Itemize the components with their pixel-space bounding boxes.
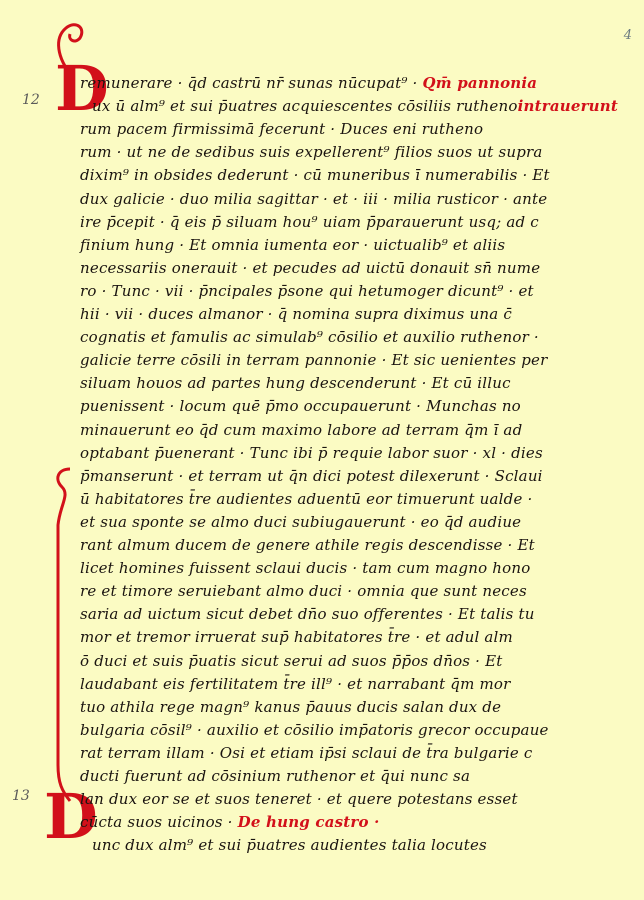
line-text: re et timore seruiebant almo duci · omnia que sunt neces: [80, 582, 527, 601]
margin-chapter-number: 13: [12, 788, 30, 804]
line-text: tuo athila rege magn⁹ kanus p̄auus ducis salan dux de: [80, 697, 502, 716]
manuscript-line: [80, 696, 501, 718]
line-text: siluam houos ad partes hung descenderunt · Et cū illuc: [80, 374, 511, 393]
manuscript-line: [80, 395, 521, 417]
manuscript-line: [80, 326, 539, 348]
manuscript-line: [80, 465, 543, 487]
line-text: minauerunt eo q̄d cum maximo labore ad terram q̄m ī ad: [80, 420, 523, 439]
manuscript-line: [80, 419, 522, 441]
line-text: optabant p̄uenerant · Tunc ibi p̄ requie labor suor · xl · dies: [80, 443, 543, 462]
line-text: licet homines fuissent sclaui ducis · tam cum magno hono: [80, 559, 531, 578]
decorated-initial: D: [44, 780, 98, 853]
decorated-initial: D: [55, 52, 109, 125]
manuscript-line: [80, 534, 535, 556]
line-text: rum pacem firmissimā fecerunt · Duces eni rutheno: [80, 120, 484, 139]
manuscript-line: [92, 834, 487, 856]
line-text: ro · Tunc · vii · p̄ncipales p̄sone qui hetumoger dicunt⁹ · et: [80, 281, 534, 300]
manuscript-line: [80, 673, 511, 695]
manuscript-line: [80, 234, 505, 256]
manuscript-line: [80, 765, 470, 787]
rubric-heading: De hung castro ·: [237, 813, 380, 832]
line-text: ux ū alm⁹ et sui p̄uatres acquiescentes cōsiliis rutheno: [92, 97, 518, 116]
manuscript-line: [80, 719, 549, 741]
line-text: necessariis onerauit · et pecudes ad uictū donauit sn̄ nume: [80, 258, 541, 277]
line-text: finium hung · Et omnia iumenta eor · uictualib⁹ et aliis: [80, 235, 506, 254]
line-text: dixim⁹ in obsides dederunt · cū muneribus ī numerabilis · Et: [80, 166, 550, 185]
folio-number: 4: [623, 28, 632, 43]
line-text: p̄manserunt · et terram ut q̄n dici potest dilexerunt · Sclaui: [80, 466, 543, 485]
manuscript-line: [80, 257, 540, 279]
line-text: ō duci et suis p̄uatis sicut serui ad suos p̄p̄os dn̄os · Et: [80, 651, 503, 670]
line-text: rant almum ducem de genere athile regis descendisse · Et: [80, 536, 535, 554]
manuscript-line: [80, 650, 502, 672]
line-text: hii · vii · duces almanor · q̄ nomina supra diximus una c̄: [80, 305, 512, 323]
margin-chapter-number: 12: [22, 92, 40, 108]
line-text: saria ad uictum sicut debet dn̄o suo offerentes · Et talis tu: [80, 605, 535, 624]
manuscript-line: [80, 280, 534, 302]
manuscript-line: [80, 303, 512, 325]
line-text: cognatis et famulis ac simulab⁹ cōsilio et auxilio ruthenor ·: [80, 328, 539, 347]
manuscript-line: [80, 488, 532, 510]
manuscript-line: [80, 349, 547, 371]
line-text: rat terram illam · Osi et etiam ip̄si sclaui de t̄ra bulgarie c: [80, 743, 533, 762]
line-text: dux galicie · duo milia sagittar · et · iii · milia rusticor · ante: [80, 189, 548, 208]
manuscript-line: [80, 603, 535, 625]
manuscript-line: [80, 811, 380, 833]
manuscript-line: [80, 442, 543, 464]
rubric-heading: intrauerunt: [517, 97, 619, 116]
manuscript-line: [80, 626, 513, 648]
line-text: unc dux alm⁹ et sui p̄uatres audientes talia locutes: [92, 836, 487, 855]
line-text: bulgaria cōsil⁹ · auxilio et cōsilio imp̄atoris grecor occupaue: [80, 720, 549, 739]
line-text: laudabant eis fertilitatem t̄re ill⁹ · et narrabant q̄m mor: [80, 674, 511, 693]
line-text: rum · ut ne de sedibus suis expellerent⁹ filios suos ut supra: [80, 143, 543, 162]
manuscript-line: [92, 95, 618, 117]
manuscript-line: [80, 188, 547, 210]
manuscript-line: [80, 580, 527, 602]
line-text: ire p̄cepit · q̄ eis p̄ siluam hou⁹ uiam p̄parauerunt usq; ad c: [80, 212, 539, 231]
manuscript-line: [80, 118, 483, 140]
line-text: remunerare · q̄d castrū nr̄ sunas nūcupat⁹ ·: [80, 74, 423, 92]
line-text: et sua sponte se almo duci subiugauerunt · eo q̄d audiue: [80, 512, 522, 531]
manuscript-line: [80, 164, 550, 186]
manuscript-line: [80, 211, 539, 233]
line-text: lan dux eor se et suos teneret · et quere potestans esset: [80, 790, 518, 809]
manuscript-line: [80, 788, 518, 810]
line-text: cūcta suos uicinos ·: [80, 813, 238, 832]
manuscript-line: [80, 372, 511, 394]
line-text: ū habitatores t̄re audientes aduentū eor timuerunt ualde ·: [80, 489, 533, 508]
manuscript-line: [80, 511, 521, 533]
rubric-heading: Qm̄ pannonia: [422, 74, 538, 92]
line-text: ducti fuerunt ad cōsinium ruthenor et q̄ui nunc sa: [80, 767, 471, 785]
manuscript-line: [80, 742, 533, 764]
red-margin-bracket-icon: [40, 465, 80, 805]
manuscript-line: [80, 141, 543, 163]
manuscript-line: [80, 72, 537, 94]
line-text: puenissent · locum quē p̄mo occupauerunt · Munchas no: [80, 397, 521, 416]
line-text: galicie terre cōsili in terram pannonie · Et sic uenientes per: [80, 351, 548, 370]
line-text: mor et tremor irruerat sup̄ habitatores t̄re · et adul alm: [80, 628, 513, 647]
manuscript-line: [80, 557, 530, 579]
